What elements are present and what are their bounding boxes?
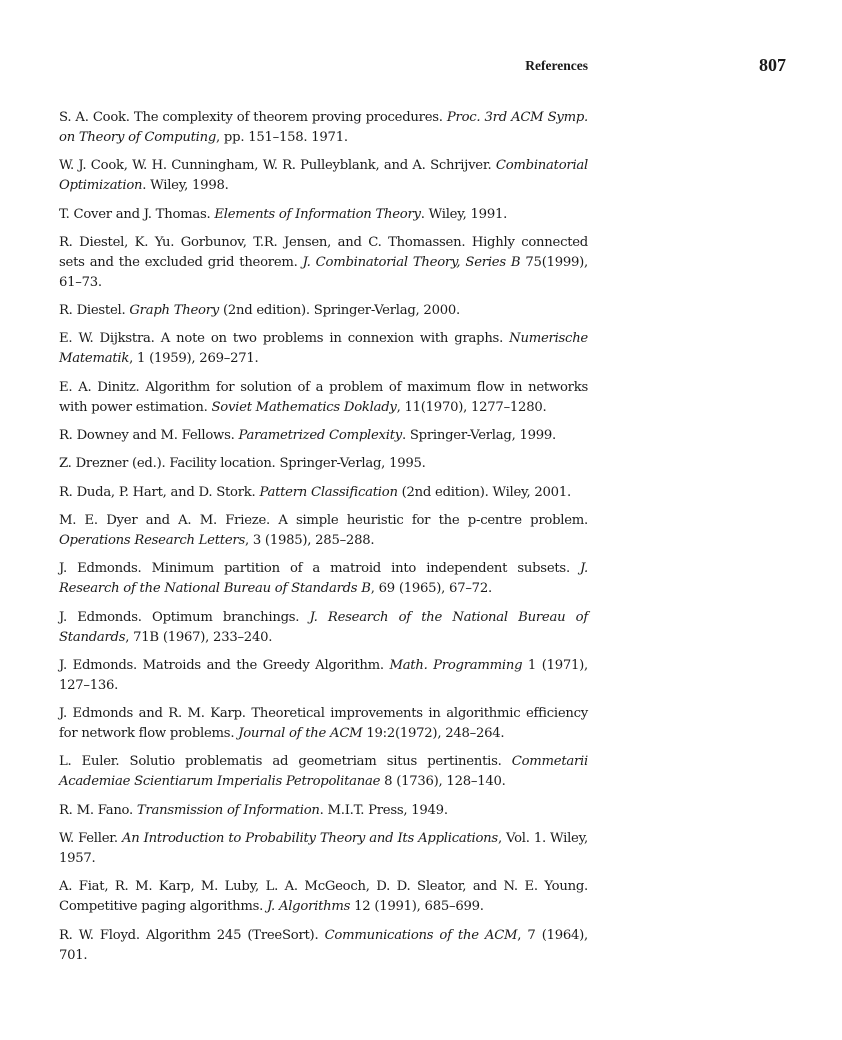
reference-authors: E. W. Dijkstra. — [59, 331, 161, 347]
reference-entry — [59, 329, 588, 369]
reference-entry — [59, 829, 588, 869]
reference-authors: J. Edmonds and R. M. Karp. — [59, 706, 252, 722]
reference-authors: J. Edmonds. — [59, 657, 143, 673]
reference-entry — [59, 656, 588, 696]
reference-venue: J. Research of the National Bureau of Standards B — [59, 561, 588, 597]
reference-details: . Wiley, 1998. — [142, 178, 229, 194]
reference-details: , 7 (1964), 701. — [59, 927, 588, 963]
reference-authors: W. Feller. — [59, 831, 122, 847]
reference-details: , 3 (1985), 285–288. — [244, 532, 375, 548]
reference-authors: Z. Drezner (ed.). — [59, 456, 170, 472]
reference-venue: An Introduction to Probability Theory and Its Applications — [122, 831, 498, 847]
reference-venue: J. Research of the National Bureau of Standards — [59, 609, 588, 645]
reference-venue: Journal of the ACM — [238, 726, 363, 742]
reference-details: 75(1999), 61–73. — [59, 254, 588, 290]
reference-authors: J. Edmonds. — [59, 561, 152, 577]
reference-title: The complexity of theorem proving procedures. — [133, 110, 447, 125]
reference-title: Algorithm for solution of a problem of maximum flow in networks with power estimation. — [59, 379, 588, 415]
reference-details: (2nd edition). Wiley, 2001. — [397, 484, 571, 500]
page-number: 807 — [759, 55, 786, 75]
reference-authors: T. Cover and J. Thomas. — [59, 206, 215, 222]
reference-venue: Elements of Information Theory — [214, 206, 421, 222]
reference-entry — [59, 205, 588, 225]
reference-venue: Proc. 3rd ACM Symp. on Theory of Computing — [59, 110, 588, 145]
reference-entry — [59, 926, 588, 966]
reference-title: Facility location. — [169, 456, 280, 472]
reference-venue: Pattern Classification — [259, 484, 398, 500]
reference-venue: Operations Research Letters — [59, 532, 245, 548]
reference-venue: Soviet Mathematics Doklady — [211, 399, 397, 415]
reference-title: Minimum partition of a matroid into independent subsets. — [151, 561, 581, 577]
reference-details: . Wiley, 1991. — [420, 206, 508, 222]
reference-venue: Numerische Matematik — [59, 331, 588, 367]
reference-entry — [59, 426, 588, 446]
reference-authors: E. A. Dinitz. — [59, 379, 146, 395]
reference-details: , 11(1970), 1277–1280. — [396, 399, 547, 415]
reference-title: Optimum branchings. — [152, 609, 310, 625]
reference-entry — [59, 156, 588, 196]
reference-details: , pp. 151–158. 1971. — [216, 130, 348, 145]
reference-venue: Commetarii Academiae Scientiarum Imperialis Petropolitanae — [59, 754, 588, 790]
reference-venue: Math. Programming — [389, 657, 523, 673]
reference-title: A simple heuristic for the p-centre problem. — [278, 512, 588, 528]
reference-entry — [59, 483, 588, 503]
reference-authors: A. Fiat, R. M. Karp, M. Luby, L. A. McGeoch, D. D. Sleator, and N. E. Young. — [59, 879, 588, 895]
reference-authors: R. Duda, P. Hart, and D. Stork. — [59, 484, 260, 500]
reference-details: 1 (1971), 127–136. — [59, 657, 588, 693]
reference-entry — [59, 233, 588, 293]
reference-authors: M. E. Dyer and A. M. Frieze. — [59, 512, 279, 528]
reference-title: Highly connected sets and the excluded grid theorem. — [59, 234, 589, 270]
reference-details: , 1 (1959), 269–271. — [129, 351, 259, 367]
reference-authors: W. J. Cook, W. H. Cunningham, W. R. Pulleyblank, and A. Schrijver. — [59, 158, 496, 174]
reference-title: Theoretical improvements in algorithmic efficiency for network flow problems. — [59, 706, 588, 742]
reference-entry — [59, 511, 588, 551]
reference-authors: S. A. Cook. — [59, 110, 134, 125]
section-title: References — [525, 58, 588, 73]
reference-venue: J. Algorithms — [267, 899, 351, 915]
reference-authors: R. W. Floyd. — [59, 927, 146, 943]
reference-title: Matroids and the Greedy Algorithm. — [142, 657, 390, 673]
reference-authors: R. Downey and M. Fellows. — [59, 428, 239, 444]
reference-venue: Graph Theory — [129, 303, 220, 319]
reference-venue: Transmission of Information — [136, 802, 320, 818]
reference-details: 12 (1991), 685–699. — [350, 899, 484, 915]
reference-authors: L. Euler. — [59, 754, 130, 770]
reference-details: , Vol. 1. Wiley, 1957. — [59, 831, 588, 867]
reference-entry — [59, 801, 588, 821]
reference-venue: Communications of the ACM — [324, 927, 518, 943]
reference-authors: R. Diestel, K. Yu. Gorbunov, T.R. Jensen, and C. Thomassen. — [59, 234, 472, 250]
reference-details: (2nd edition). Springer-Verlag, 2000. — [219, 303, 460, 319]
reference-entry — [59, 559, 588, 599]
reference-title: Algorithm 245 (TreeSort). — [145, 927, 325, 943]
reference-entry — [59, 608, 588, 648]
reference-venue: Parametrized Complexity — [238, 428, 402, 444]
reference-title: A note on two problems in connexion with graphs. — [160, 331, 510, 347]
reference-entry — [59, 704, 588, 744]
reference-authors: J. Edmonds. — [59, 609, 153, 625]
reference-authors: R. M. Fano. — [59, 802, 137, 818]
reference-entry — [59, 301, 588, 321]
reference-authors: R. Diestel. — [59, 303, 130, 319]
reference-title: Competitive paging algorithms. — [59, 899, 268, 915]
reference-details: , 71B (1967), 233–240. — [125, 629, 273, 645]
reference-details: Springer-Verlag, 1995. — [279, 456, 426, 472]
reference-venue: J. Combinatorial Theory, Series B — [302, 254, 521, 270]
reference-details: , 69 (1965), 67–72. — [370, 581, 492, 597]
reference-details: 8 (1736), 128–140. — [380, 774, 506, 790]
reference-entry — [59, 378, 588, 418]
reference-details: 19:2(1972), 248–264. — [362, 726, 505, 742]
reference-details: . M.I.T. Press, 1949. — [319, 802, 448, 818]
reference-details: . Springer-Verlag, 1999. — [401, 428, 556, 444]
reference-entry — [59, 108, 588, 148]
reference-entry — [59, 752, 588, 792]
reference-list — [59, 108, 588, 974]
reference-title: Solutio problematis ad geometriam situs pertinentis. — [129, 754, 512, 770]
reference-venue: Combinatorial Optimization — [59, 158, 588, 194]
reference-entry — [59, 454, 588, 474]
reference-entry — [59, 877, 588, 917]
running-header — [0, 56, 842, 80]
